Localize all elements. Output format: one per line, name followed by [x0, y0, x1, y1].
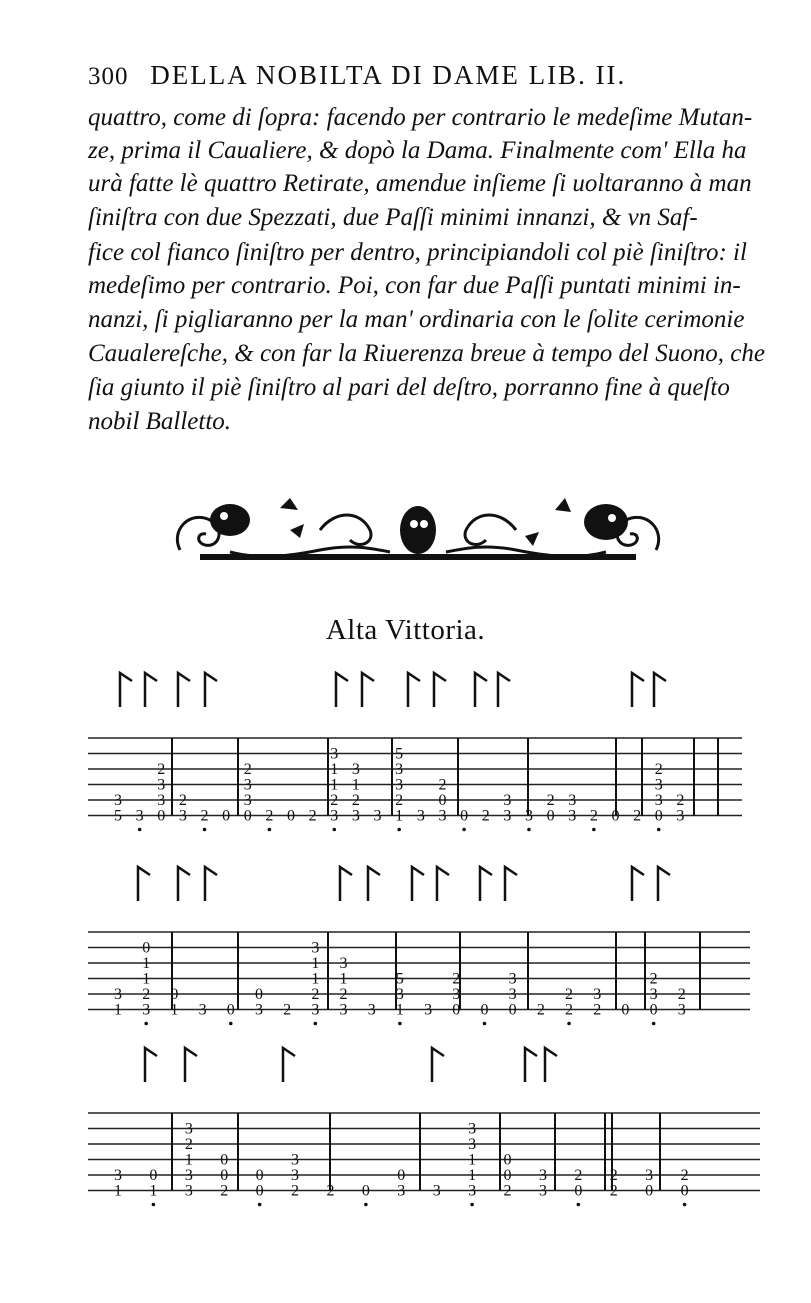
- piece-title: Alta Vittoria.: [325, 614, 486, 646]
- fret-number: 3: [184, 1167, 193, 1184]
- fret-number: 2: [574, 1167, 583, 1184]
- fingering-dot: [470, 1203, 474, 1207]
- rhythm-flag-icon: [283, 1048, 295, 1082]
- rhythm-flag-icon: [368, 867, 380, 901]
- fret-number: 5: [395, 970, 404, 988]
- fret-number: 3: [254, 1001, 263, 1019]
- fret-number: 1: [395, 807, 404, 825]
- fret-number: 3: [432, 1182, 441, 1200]
- fingering-dot: [332, 828, 336, 832]
- fret-number: 0: [157, 807, 166, 825]
- rhythm-flag-icon: [205, 673, 217, 707]
- fret-number: 3: [114, 986, 122, 1003]
- fingering-dot: [203, 828, 207, 832]
- fret-number: 3: [330, 745, 339, 763]
- fret-number: 5: [395, 745, 404, 763]
- paragraph-line: medeſimo per contrario. Poi, con far due Paſſi puntati minimi in-: [88, 272, 741, 299]
- rhythm-flag-icon: [545, 1048, 557, 1082]
- fret-number: 3: [676, 807, 685, 825]
- fret-number: 2: [220, 1182, 229, 1200]
- fret-number: 2: [330, 792, 339, 809]
- fret-number: 1: [351, 776, 360, 794]
- fret-number: 2: [351, 792, 360, 809]
- fret-number: 0: [645, 1182, 654, 1200]
- rhythm-flag-icon: [654, 673, 666, 707]
- fret-number: 3: [524, 807, 533, 825]
- fret-number: 2: [589, 807, 598, 825]
- fret-number: 0: [254, 986, 263, 1003]
- rhythm-flag-icon: [340, 867, 352, 901]
- rhythm-flag-icon: [632, 867, 644, 901]
- rhythm-flag-icon: [412, 867, 424, 901]
- tablature-system: [88, 673, 742, 831]
- fret-number: 3: [424, 1001, 433, 1019]
- fret-number: 1: [170, 1001, 179, 1019]
- fingering-dot: [152, 1203, 156, 1207]
- fret-number: 2: [481, 807, 490, 825]
- fret-number: 0: [611, 807, 620, 825]
- running-title: DELLA NOBILTA DI DAME LIB. II.: [150, 60, 627, 90]
- fret-number: 1: [114, 1182, 122, 1200]
- fret-number: 0: [255, 1182, 264, 1200]
- fret-number: 3: [157, 776, 166, 794]
- fret-number: 0: [142, 939, 151, 957]
- fret-number: 2: [243, 761, 252, 778]
- fingering-dot: [683, 1203, 687, 1207]
- fret-number: 3: [330, 807, 339, 825]
- paragraph-line: ſia giunto il piè ſiniſtro al pari del deſtro, porranno fine à queſto: [88, 374, 730, 401]
- fret-number: 0: [574, 1182, 583, 1200]
- fret-number: 2: [593, 1001, 602, 1019]
- fret-number: 3: [568, 807, 577, 825]
- fret-number: 0: [220, 1151, 229, 1169]
- paragraph-line: ze, prima il Caualiere, & dopò la Dama. Finalmente com' Ella ha: [88, 137, 747, 164]
- fret-number: 0: [649, 1001, 658, 1019]
- fret-number: 3: [468, 1182, 477, 1200]
- fret-number: 3: [468, 1120, 477, 1138]
- rhythm-flag-icon: [185, 1048, 197, 1082]
- fret-number: 3: [114, 1167, 122, 1184]
- fingering-dot: [397, 828, 401, 832]
- fret-number: 0: [546, 807, 555, 825]
- fingering-dot: [567, 1022, 571, 1026]
- fret-number: 3: [677, 1001, 686, 1019]
- fret-number: 3: [395, 986, 404, 1003]
- rhythm-flag-icon: [408, 673, 420, 707]
- rhythm-flag-icon: [178, 867, 190, 901]
- fret-number: 3: [568, 792, 577, 809]
- fret-number: 2: [311, 986, 320, 1003]
- fret-number: 2: [654, 761, 663, 778]
- fret-number: 3: [184, 1182, 193, 1200]
- fret-number: 1: [142, 970, 151, 988]
- fret-number: 2: [633, 807, 642, 825]
- rhythm-flag-icon: [498, 673, 510, 707]
- fret-number: 1: [330, 761, 339, 778]
- fret-number: 2: [546, 792, 555, 809]
- fret-number: 0: [452, 1001, 461, 1019]
- fret-number: 3: [243, 776, 252, 794]
- fret-number: 2: [680, 1167, 689, 1184]
- fret-number: 3: [157, 792, 166, 809]
- fret-number: 3: [367, 1001, 376, 1019]
- fret-number: 2: [395, 792, 404, 809]
- fret-number: 3: [508, 986, 517, 1003]
- fingering-dot: [462, 828, 466, 832]
- fret-number: 3: [198, 1001, 207, 1019]
- fret-number: 1: [142, 955, 151, 972]
- fret-number: 2: [565, 986, 574, 1003]
- fret-number: 1: [339, 970, 348, 988]
- fret-number: 0: [287, 807, 296, 825]
- fret-number: 1: [468, 1167, 477, 1184]
- rhythm-flag-icon: [658, 867, 670, 901]
- fret-number: 3: [503, 807, 512, 825]
- fret-number: 2: [609, 1182, 618, 1200]
- paragraph-line: fice col fianco ſiniſtro per dentro, principiandoli col piè ſiniſtro: il: [88, 239, 747, 266]
- fret-number: 1: [114, 1001, 122, 1019]
- fret-number: 2: [649, 970, 658, 988]
- fret-number: 3: [178, 807, 187, 825]
- rhythm-flag-icon: [362, 673, 374, 707]
- paragraph-line: ſiniſtra con due Spezzati, due Paſſi minimi innanzi, & vn Saf-: [88, 204, 698, 231]
- fret-number: 0: [621, 1001, 630, 1019]
- fingering-dot: [314, 1022, 318, 1026]
- fret-number: 0: [361, 1182, 370, 1200]
- fret-number: 0: [220, 1167, 229, 1184]
- fret-number: 2: [609, 1167, 618, 1184]
- fret-number: 3: [649, 986, 658, 1003]
- fret-number: 2: [326, 1182, 335, 1200]
- fret-number: 2: [291, 1182, 300, 1200]
- fret-number: 3: [243, 792, 252, 809]
- rhythm-flag-icon: [178, 673, 190, 707]
- fingering-dot: [657, 828, 661, 832]
- fret-number: 1: [149, 1182, 158, 1200]
- fret-number: 3: [311, 939, 320, 957]
- fret-number: 0: [480, 1001, 489, 1019]
- rhythm-flag-icon: [138, 867, 150, 901]
- fret-number: 3: [373, 807, 382, 825]
- paragraph-line: quattro, come di ſopra: facendo per contrario le medeſime Mutan-: [88, 104, 753, 131]
- fret-number: 3: [311, 1001, 320, 1019]
- fret-number: 0: [654, 807, 663, 825]
- fret-number: 2: [283, 1001, 292, 1019]
- fingering-dot: [144, 1022, 148, 1026]
- rhythm-flag-icon: [205, 867, 217, 901]
- fret-number: 1: [311, 970, 320, 988]
- fingering-dot: [364, 1203, 368, 1207]
- tablature-system: [88, 867, 750, 1025]
- rhythm-flag-icon: [475, 673, 487, 707]
- fingering-dot: [652, 1022, 656, 1026]
- fret-number: 1: [468, 1151, 477, 1169]
- fingering-dot: [483, 1022, 487, 1026]
- fret-number: 3: [508, 970, 517, 988]
- rhythm-flag-icon: [336, 673, 348, 707]
- fret-number: 2: [184, 1136, 193, 1153]
- fret-number: 3: [114, 792, 122, 809]
- rhythm-flag-icon: [632, 673, 644, 707]
- fret-number: 0: [503, 1167, 512, 1184]
- fret-number: 0: [460, 807, 469, 825]
- fret-number: 2: [142, 986, 151, 1003]
- fingering-dot: [592, 828, 596, 832]
- fret-number: 2: [157, 761, 166, 778]
- fret-number: 0: [397, 1167, 406, 1184]
- rhythm-flag-icon: [505, 867, 517, 901]
- fret-number: 0: [226, 1001, 235, 1019]
- rhythm-flag-icon: [432, 1048, 444, 1082]
- fret-number: 3: [351, 761, 360, 778]
- fret-number: 2: [308, 807, 317, 825]
- fret-number: 3: [654, 792, 663, 809]
- fret-number: 2: [200, 807, 209, 825]
- fret-number: 3: [503, 792, 512, 809]
- fret-number: 3: [135, 807, 144, 825]
- rhythm-flag-icon: [120, 673, 132, 707]
- fret-number: 3: [416, 807, 425, 825]
- fret-number: 3: [654, 776, 663, 794]
- fret-number: 1: [311, 955, 320, 972]
- fret-number: 0: [255, 1167, 264, 1184]
- fingering-dot: [398, 1022, 402, 1026]
- fret-number: 3: [351, 807, 360, 825]
- fret-number: 2: [503, 1182, 512, 1200]
- fret-number: 2: [178, 792, 187, 809]
- fret-number: 3: [291, 1167, 300, 1184]
- fret-number: 2: [565, 1001, 574, 1019]
- fret-number: 1: [330, 776, 339, 794]
- fret-number: 3: [291, 1151, 300, 1169]
- paragraph-line: urà fatte lè quattro Retirate, amendue inſieme ſi uoltaranno à man: [88, 170, 752, 197]
- fret-number: 3: [645, 1167, 654, 1184]
- fret-number: 0: [503, 1151, 512, 1169]
- fingering-dot: [268, 828, 272, 832]
- fret-number: 3: [468, 1136, 477, 1153]
- fret-number: 3: [184, 1120, 193, 1138]
- paragraph-line: nobil Balletto.: [88, 408, 232, 435]
- fingering-dot: [229, 1022, 233, 1026]
- fret-number: 3: [452, 986, 461, 1003]
- paragraph-line: Caualereſche, & con far la Riuerenza breue à tempo del Suono, che: [88, 340, 765, 367]
- fret-number: 2: [452, 970, 461, 988]
- fret-number: 3: [395, 761, 404, 778]
- fret-number: 5: [114, 807, 122, 825]
- fret-number: 0: [508, 1001, 517, 1019]
- fret-number: 2: [677, 986, 686, 1003]
- fret-number: 0: [438, 792, 447, 809]
- rhythm-flag-icon: [145, 1048, 157, 1082]
- fingering-dot: [577, 1203, 581, 1207]
- paragraph-line: nanzi, ſi pigliaranno per la man' ordinaria con le ſolite cerimonie: [88, 306, 745, 333]
- fret-number: 3: [397, 1182, 406, 1200]
- fret-number: 3: [538, 1182, 547, 1200]
- rhythm-flag-icon: [437, 867, 449, 901]
- rhythm-flag-icon: [434, 673, 446, 707]
- page-number: 300: [88, 63, 129, 90]
- rhythm-flag-icon: [480, 867, 492, 901]
- fret-number: 0: [222, 807, 231, 825]
- fret-number: 1: [184, 1151, 193, 1169]
- fret-number: 0: [149, 1167, 158, 1184]
- fingering-dot: [138, 828, 142, 832]
- fret-number: 3: [438, 807, 447, 825]
- fret-number: 0: [243, 807, 252, 825]
- fret-number: 2: [265, 807, 274, 825]
- fret-number: 2: [676, 792, 685, 809]
- fret-number: 3: [339, 1001, 348, 1019]
- rhythm-flag-icon: [525, 1048, 537, 1082]
- fret-number: 1: [395, 1001, 404, 1019]
- fret-number: 3: [339, 955, 348, 972]
- fret-number: 0: [170, 986, 179, 1003]
- tablature-system: [88, 1048, 760, 1206]
- fret-number: 0: [680, 1182, 689, 1200]
- fret-number: 3: [142, 1001, 151, 1019]
- fingering-dot: [258, 1203, 262, 1207]
- rhythm-flag-icon: [145, 673, 157, 707]
- fret-number: 2: [438, 776, 447, 794]
- fret-number: 3: [593, 986, 602, 1003]
- fret-number: 3: [538, 1167, 547, 1184]
- fret-number: 2: [339, 986, 348, 1003]
- fret-number: 2: [536, 1001, 545, 1019]
- fret-number: 3: [395, 776, 404, 794]
- fingering-dot: [527, 828, 531, 832]
